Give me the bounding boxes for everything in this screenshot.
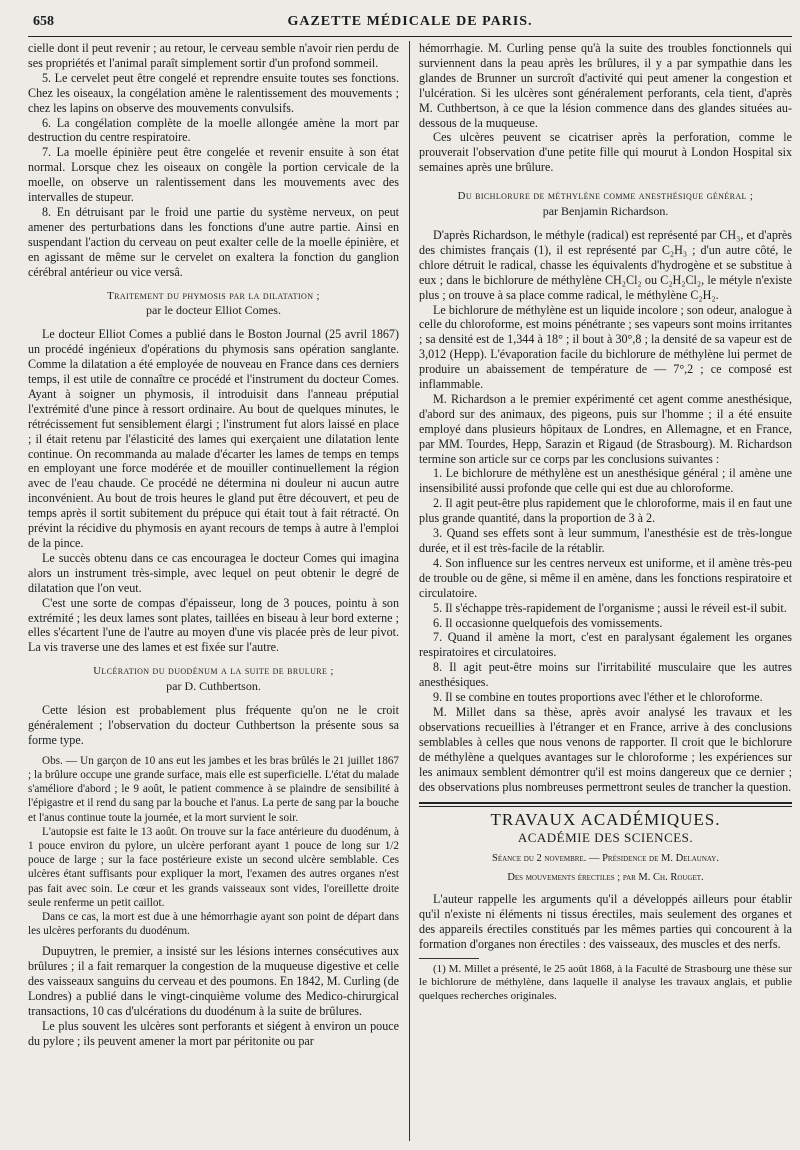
conclusion-item: 4. Son influence sur les centres nerveux est uniforme, et il amène très-peu de trouble ou de gêne, si même il en amène, dans les fonctions respiratoire et circulatoire. xyxy=(419,555,792,600)
conclusion-item: 3. Quand ses effets sont à leur summum, l'anesthésie est de très-longue durée, et il est très-facile de la rétablir. xyxy=(419,526,792,555)
paragraph: Dupuytren, le premier, a insisté sur les lésions internes consécutives aux brûlures ; il a fait remarquer la congestion de la muqueuse digestive et celle des vaisseaux sanguins du cerveau et des poumons. En 1842, M. Curling (de Londres) a publié dans le vingt-cinquième volume des Medico-chirurgical transactions, 10 cas d'ulcérations du duodénum à la suite de brûlures. xyxy=(28,944,400,1019)
page-number: 658 xyxy=(33,14,54,29)
heading-academie: ACADÉMIE DES SCIENCES. xyxy=(517,830,694,846)
conclusion-item: 5. Il s'échappe très-rapidement de l'organisme ; aussi le réveil est-il subit. xyxy=(433,600,787,615)
footnote: (1) M. Millet a présenté, le 25 août 1868, à la Faculté de Strasbourg une thèse sur le bichlorure de méthylène, dans laquelle il analyse les travaux anglais, et publie quelques recherches originales. xyxy=(419,962,792,1002)
paragraph: D'après Richardson, le méthyle (radical) est représenté par CH₃, et d'après des chimistes français (1), il est représenté par C₂H₃ ; d'un autre côté, le chlore détruit le radical, chasse les équivalents d'hydrogène et se substitue à eux ; dans le bichlorure de méthylène CH₂Cl₂ ou C₂H₂Cl₂, le métyle n'existe plus ; on trouve à sa place comme radical, le méthylène C₂H₂. xyxy=(419,227,792,302)
page-header xyxy=(28,10,792,37)
footnote-rule xyxy=(419,958,479,959)
section-author: par le docteur Elliot Comes. xyxy=(146,303,281,318)
paragraph: Le docteur Elliot Comes a publié dans le Boston Journal (25 avril 1867) un procédé ingénieux d'opérations du phymosis sans opération sanglante. Comme la dilatation a été employée de nouveau en France dans ces derniers temps, il est utile de connaître ce procédé et l'instrument du docteur Comes. Ayant à soigner un phymosis, il introduisit dans l'anneau préputial l'extrémité d'une pince à ressort ordinaire. Au bout de quelques minutes, le rétrécissement fut sensiblement élargi ; l'instrument fut alors laissé en place ; il était retenu par l'élasticité des lames qui exerçaient une dilatation lente continue. On recommanda au malade d'écarter les lames de temps en temps en employant une force modérée et de mouiller continuellement la région avec de l'eau chaude. Ce procédé ne détermina ni douleur ni aucun autre inconvénient. Au bout de trois heures le gland put être découvert, et peu de temps après il sortit subitement du prépuce qui était tout à fait rétracté. On prévint la récidive du phymosis en ayant recours de temps à autre à l'emploi de la pince. xyxy=(28,327,400,550)
observation-paragraph: Dans ce cas, la mort est due à une hémorrhagie ayant son point de départ dans les ulcères perforants du duodénum. xyxy=(28,911,400,938)
paragraph: Cette lésion est probablement plus fréquente qu'on ne le croit généralement ; l'observation du docteur Cuthbertson la présente sous sa forme type. xyxy=(28,703,400,747)
paragraph: Ces ulcères peuvent se cicatriser après la perforation, comme le prouverait l'observation d'une petite fille qui mourut à London Hospital six semaines après une brûlure. xyxy=(419,130,792,175)
section-title-bichlorure: Du bichlorure de méthylène comme anesthésique général ; xyxy=(457,190,754,203)
section-divider xyxy=(419,802,792,807)
conclusion-item: 8. Il agit peut-être moins sur l'irritabilité musculaire que les autres anesthésiques. xyxy=(419,660,792,690)
paragraph: hémorrhagie. M. Curling pense qu'à la suite des troubles fonctionnels qui surviennent dans la peau après les brûlures, il y a par sympathie dans les glandes de Brunner un surcroît d'activité qui peut amener la congestion et l'ulcération. Si les ulcères sont généralement perforants, cela tient, d'après M. Cuthbertson, à ce que la lésion commence dans des glandes situées au-dessous de la muqueuse. xyxy=(419,41,792,130)
paragraph: M. Richardson a le premier expérimenté cet agent comme anesthésique, d'abord sur des animaux, des pigeons, puis sur l'homme ; il a été ensuite employé dans plusieurs hôpitaux de Londres, en Allemagne, et en France, par MM. Tourdes, Hepp, Sarazin et Rigaud (de Strasbourg). M. Richardson termine son article sur ce corps par les conclusions suivantes : xyxy=(419,391,792,466)
section-author: par Benjamin Richardson. xyxy=(542,204,669,219)
paragraph: 6. La congélation complète de la moelle allongée amène la mort par destruction du centre respiratoire. xyxy=(28,115,400,145)
conclusion-item: 6. Il occasionne quelquefois des vomissements. xyxy=(433,615,663,630)
paragraph: Le plus souvent les ulcères sont perforants et siégent à environ un pouce du pylore ; ils peuvent amener la mort par péritonite ou par xyxy=(28,1018,400,1048)
paragraph: Le bichlorure de méthylène est un liquide incolore ; son odeur, analogue à celle du chloroforme, est moins pénétrante ; ses vapeurs sont moins irritantes ; sa densité est de 1,344 à 18° ; il bout à 30°,8 ; la densité de sa vapeur est de 3,012 (Hepp). L'évaporation facile du bichlorure de méthylène lui permet de produire un abaissement de température de — 7°,2 ; ce composé est inflammable. xyxy=(419,302,792,392)
paragraph: 8. En détruisant par le froid une partie du système nerveux, on peut amener des perturbations dans les fonctions d'une autre partie. Ainsi en suspendant l'action du cerveau on peut exalter celle de la moelle épinière, et en agissant de même sur le cervelet on exaltera la fonction du ganglion cérébral antérieur ou vice versâ. xyxy=(28,204,400,279)
left-column xyxy=(28,41,410,1141)
paragraph: M. Millet dans sa thèse, après avoir analysé les travaux et les observations recueillies à l'étranger et en France, arrive à des conclusions semblables à celles que nous venons de rapporter. Il croit que le bichlorure de méthylène a quelques avantages sur le chloroforme ; les expériences sur les animaux semblent démontrer qu'il est moins dangereux que ce dernier ; des observations plus nombreuses permettront seules de trancher la question. xyxy=(419,704,792,794)
observation-paragraph: L'autopsie est faite le 13 août. On trouve sur la face antérieure du duodénum, à 1 pouce environ du pylore, un ulcère perforant ayant 1 pouce de long sur 1/2 pouce de large ; sur la face postérieure existe un second ulcère semblable. Ces ulcères étant suffisants pour expliquer la mort, l'examen des autres organes n'est pas fait avec soin. Le cœur et les grands vaisseaux sont vides, l'oreillette droite seule renferme un petit caillot. xyxy=(28,825,400,909)
conclusion-item: 2. Il agit peut-être plus rapidement que le chloroforme, mais il en faut une plus grande quantité, dans la proportion de 3 à 2. xyxy=(419,496,792,526)
section-title-duodenum: Ulcération du duodénum a la suite de brulure ; xyxy=(93,665,334,678)
columns xyxy=(28,41,792,1141)
subsection-title: Des mouvements érectiles ; par M. Ch. Rouget. xyxy=(507,872,704,884)
conclusion-item: 9. Il se combine en toutes proportions avec l'éther et le chloroforme. xyxy=(433,690,763,705)
conclusion-item: 7. Quand il amène la mort, c'est en paralysant également les organes respiratoires et circulatoires. xyxy=(419,630,792,660)
paragraph: 5. Le cervelet peut être congelé et reprendre ensuite toutes ses fonctions. Chez les oiseaux, la congélation amène le ralentissement des mouvements ; chez les lapins on observe des mouvements convulsifs. xyxy=(28,70,400,115)
conclusion-item: 1. Le bichlorure de méthylène est un anesthésique général ; il amène une insensibilité aussi profonde que celle qui est due au chloroforme. xyxy=(419,466,792,496)
paragraph: 7. La moelle épinière peut être congelée et revenir ensuite à son état normal. Lorsque chez les oiseaux on congèle la portion cervicale de la moelle, on observe un ralentissement dans les mouvements avec des intervalles de stupeur. xyxy=(28,145,400,205)
seance-line: Séance du 2 novembre. — Présidence de M. Delaunay. xyxy=(492,853,719,865)
section-author: par D. Cuthbertson. xyxy=(166,679,261,694)
paragraph: cielle dont il peut revenir ; au retour, le cerveau semble n'avoir rien perdu de ses propriétés et l'animal paraît simplement sortir d'un profond sommeil. xyxy=(28,41,400,70)
section-title-phymosis: Traitement du phymosis par la dilatation ; xyxy=(107,289,320,302)
paragraph: Le succès obtenu dans ce cas encouragea le docteur Comes qui imagina alors un instrument très-simple, avec lequel on peut obtenir le degré de dilatation que l'on veut. xyxy=(28,550,400,595)
paragraph: C'est une sorte de compas d'épaisseur, long de 3 pouces, pointu à son extrémité ; les deux lames sont plates, taillées en biseau à leur bord externe ; elles s'écartent l'une de l'autre au moyen d'une vis placée près de leur pivot. La vis traverse une des lames et est fixée sur l'autre. xyxy=(28,595,400,655)
right-column xyxy=(410,41,792,1141)
heading-travaux-academiques: TRAVAUX ACADÉMIQUES. xyxy=(490,810,721,830)
paragraph: L'auteur rappelle les arguments qu'il a développés ailleurs pour établir qu'il n'existe ni éléments ni tissus érectiles, mais seulement des organes et des appareils érectiles constitués par les mêmes parties qui concourent à la formation d'organes non érectiles : des vaisseaux, des muscles et des nerfs. xyxy=(419,892,792,951)
journal-title: GAZETTE MÉDICALE DE PARIS. xyxy=(287,14,533,29)
observation-paragraph: Obs. — Un garçon de 10 ans eut les jambes et les bras brûlés le 21 juillet 1867 ; la brûlure occupe une grande surface, mais elle est superficielle. L'état du malade s'améliore d'abord ; le 9 août, le patient commence à se plaindre de sensibilité à l'épigastre et il rend du sang par la bouche et l'anus. La perte de sang par la bouche et l'anus continue toute la journée, et la mort survient le soir. xyxy=(28,754,400,824)
